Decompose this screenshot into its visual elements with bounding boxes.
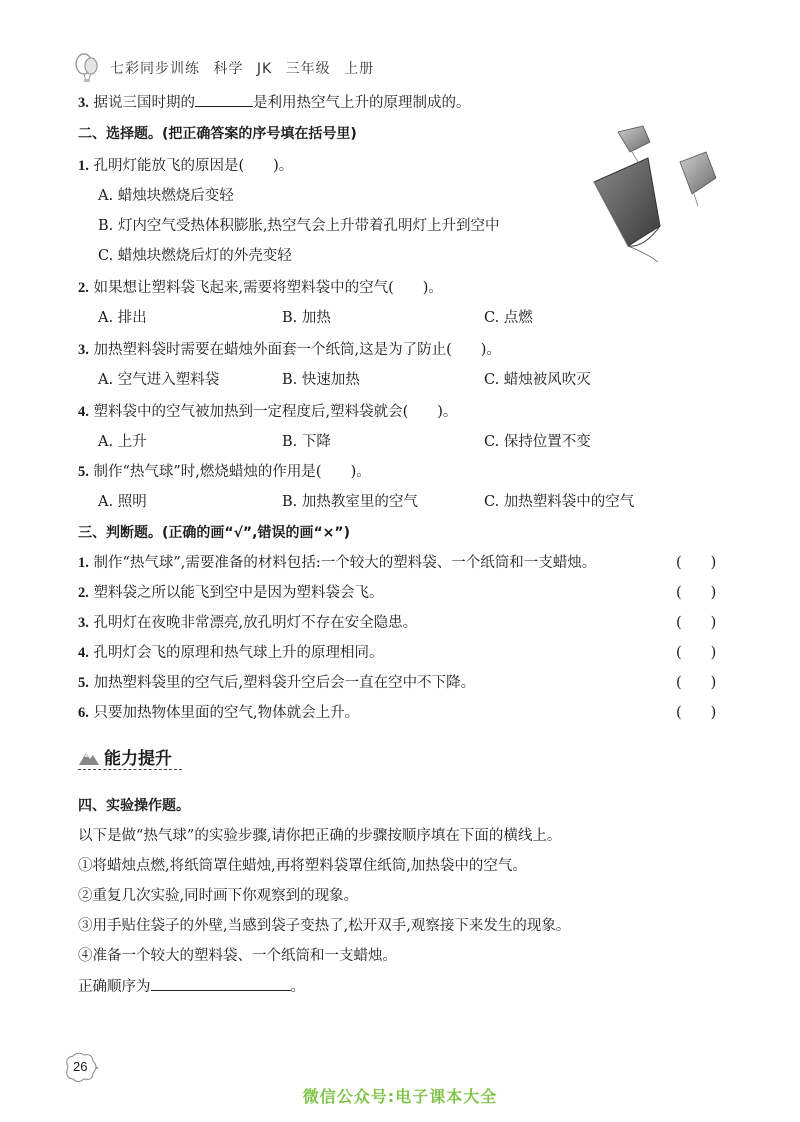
- judge-answer-box-6[interactable]: ( ): [676, 705, 717, 721]
- answer-blank[interactable]: [195, 92, 253, 107]
- header-subject: 科学: [213, 61, 244, 77]
- judge-answer-box-1[interactable]: ( ): [676, 555, 717, 571]
- choice-2-option-a[interactable]: A. 排出: [98, 310, 147, 326]
- experiment-answer-line: 正确顺序为 。: [78, 976, 305, 997]
- fill-question-3: 3. 据说三国时期的 是利用热空气上升的原理制成的。: [78, 92, 470, 113]
- judge-item-2: 2. 塑料袋之所以能飞到空中是因为塑料袋会飞。: [78, 585, 384, 601]
- choice-4-option-b[interactable]: B. 下降: [282, 434, 331, 450]
- judge-item-4: 4. 孔明灯会飞的原理和热气球上升的原理相同。: [78, 645, 384, 661]
- judge-section-title: 三、判断题。(正确的画“√”,错误的画“×”): [78, 525, 350, 541]
- balloon-logo-icon: [72, 53, 100, 83]
- choice-1-option-a[interactable]: A. 蜡烛块燃烧后变轻: [98, 188, 234, 204]
- judge-item-3: 3. 孔明灯在夜晚非常漂亮,放孔明灯不存在安全隐患。: [78, 615, 418, 631]
- choice-2-option-c[interactable]: C. 点燃: [484, 310, 533, 326]
- choice-section-title: 二、选择题。(把正确答案的序号填在括号里): [78, 126, 357, 142]
- header-series: 七彩同步训练: [110, 61, 200, 77]
- choice-5-option-c[interactable]: C. 加热塑料袋中的空气: [484, 494, 635, 510]
- judge-item-1: 1. 制作“热气球”,需要准备的材料包括:一个较大的塑料袋、一个纸筒和一支蜡烛。: [78, 555, 597, 571]
- choice-5-option-a[interactable]: A. 照明: [98, 494, 147, 510]
- choice-4-option-c[interactable]: C. 保持位置不变: [484, 434, 591, 450]
- choice-3-option-b[interactable]: B. 快速加热: [282, 372, 360, 388]
- choice-question-5: 5. 制作“热气球”时,燃烧蜡烛的作用是( )。: [78, 464, 371, 480]
- choice-4-option-a[interactable]: A. 上升: [98, 434, 147, 450]
- experiment-section-title: 四、实验操作题。: [78, 798, 190, 814]
- sky-lantern-illustration: [588, 122, 738, 272]
- judge-answer-box-3[interactable]: ( ): [676, 615, 717, 631]
- choice-question-3: 3. 加热塑料袋时需要在蜡烛外面套一个纸筒,这是为了防止( )。: [78, 342, 501, 358]
- experiment-step-2: ②重复几次实验,同时画下你观察到的现象。: [78, 888, 359, 904]
- choice-question-4: 4. 塑料袋中的空气被加热到一定程度后,塑料袋就会( )。: [78, 404, 458, 420]
- ability-heading: [78, 744, 172, 769]
- experiment-step-1: ①将蜡烛点燃,将纸筒罩住蜡烛,再将塑料袋罩住纸筒,加热袋中的空气。: [78, 858, 527, 874]
- mountain-icon: [78, 748, 100, 766]
- footer-watermark: 微信公众号:电子课本大全: [302, 1087, 498, 1106]
- choice-2-option-b[interactable]: B. 加热: [282, 310, 331, 326]
- choice-1-option-b[interactable]: B. 灯内空气受热体积膨胀,热空气会上升带着孔明灯上升到空中: [98, 218, 500, 234]
- page-number: 26: [73, 1059, 88, 1074]
- judge-item-5: 5. 加热塑料袋里的空气后,塑料袋升空后会一直在空中不下降。: [78, 675, 476, 691]
- header-volume: 上册: [344, 61, 375, 77]
- choice-5-option-b[interactable]: B. 加热教室里的空气: [282, 494, 418, 510]
- choice-question-2: 2. 如果想让塑料袋飞起来,需要将塑料袋中的空气( )。: [78, 280, 443, 296]
- experiment-intro: 以下是做“热气球”的实验步骤,请你把正确的步骤按顺序填在下面的横线上。: [78, 828, 562, 844]
- judge-answer-box-4[interactable]: ( ): [676, 645, 717, 661]
- choice-3-option-a[interactable]: A. 空气进入塑料袋: [98, 372, 220, 388]
- header-edition: JK: [256, 61, 273, 77]
- choice-3-option-c[interactable]: C. 蜡烛被风吹灭: [484, 372, 591, 388]
- page-header: [72, 52, 374, 84]
- header-grade: 三年级: [285, 61, 331, 77]
- experiment-step-4: ④准备一个较大的塑料袋、一个纸筒和一支蜡烛。: [78, 948, 397, 964]
- ability-label: 能力提升: [104, 749, 172, 769]
- choice-question-1: 1. 孔明灯能放飞的原因是( )。: [78, 158, 294, 174]
- order-answer-blank[interactable]: [151, 976, 291, 991]
- judge-answer-box-5[interactable]: ( ): [676, 675, 717, 691]
- ability-underline: [78, 769, 182, 770]
- judge-answer-box-2[interactable]: ( ): [676, 585, 717, 601]
- experiment-step-3: ③用手贴住袋子的外壁,当感到袋子变热了,松开双手,观察接下来发生的现象。: [78, 918, 571, 934]
- judge-item-6: 6. 只要加热物体里面的空气,物体就会上升。: [78, 705, 360, 721]
- choice-1-option-c[interactable]: C. 蜡烛块燃烧后灯的外壳变轻: [98, 248, 292, 264]
